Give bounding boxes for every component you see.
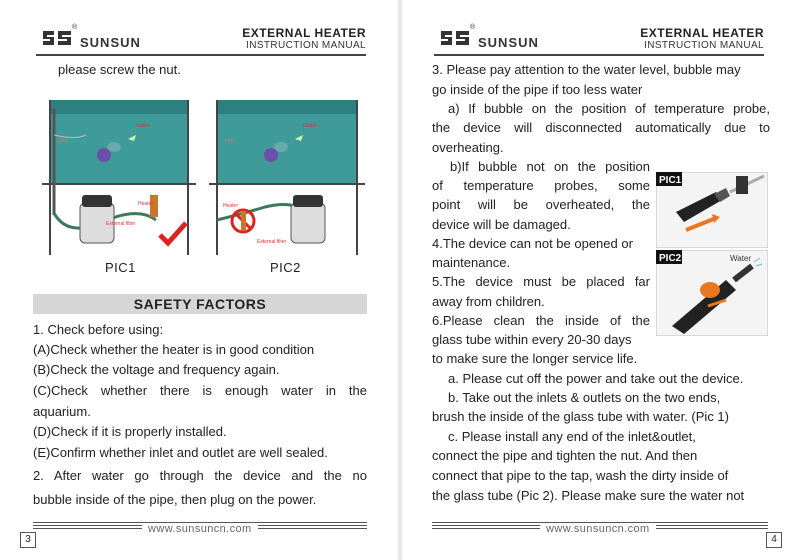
narrow-line-2: of temperature probes, some: [432, 178, 650, 193]
header-subtitle: INSTRUCTION MANUAL: [246, 40, 366, 51]
header-title: EXTERNAL HEATER: [640, 26, 764, 40]
narrow-line-4: device will be damaged.: [432, 217, 571, 232]
safety-line-9: bubble inside of the pipe, then plug on the power.: [33, 492, 317, 507]
narrow-line-6: maintenance.: [432, 255, 511, 270]
note-line-5: overheating.: [432, 140, 504, 155]
footer-url[interactable]: www.sunsuncn.com: [540, 523, 656, 535]
safety-line-8: 2. After water go through the device and the no: [33, 468, 367, 483]
clean-line-2: b. Take out the inlets & outlets on the two ends,: [448, 390, 721, 405]
pic2-heater-label: Heater: [223, 203, 239, 209]
page-header: [36, 22, 366, 56]
photo-pic2-label: PIC2: [659, 253, 682, 264]
safety-line-3: (B)Check the voltage and frequency again.: [33, 362, 280, 377]
header-rule: [434, 54, 764, 56]
note-line-3: a) If bubble on the position of temperature probe,: [448, 101, 770, 116]
pic1-outlet-label: Outlet: [136, 123, 150, 129]
brand-name: SUNSUN: [80, 35, 141, 50]
page-number: 4: [766, 532, 782, 548]
narrow-line-9: 6.Please clean the inside of the: [432, 313, 650, 328]
registered-mark: ®: [72, 24, 78, 31]
brand-name: SUNSUN: [478, 35, 539, 50]
page-header: [434, 22, 764, 56]
right-page: [400, 0, 800, 560]
safety-line-6: (D)Check if it is properly installed.: [33, 424, 227, 439]
photo-pic1-label: PIC1: [659, 175, 682, 186]
clean-line-7: the glass tube (Pic 2). Please make sure the water not: [432, 488, 745, 503]
pic2-caption: PIC2: [270, 260, 301, 275]
registered-mark: ®: [470, 24, 476, 31]
pic2-diagram: [205, 95, 367, 255]
header-rule: [36, 54, 366, 56]
page-number: 3: [20, 532, 36, 548]
note-line-1: 3. Please pay attention to the water level, bubble may: [432, 62, 741, 77]
pic1-diagram: [36, 95, 198, 255]
pic2-filter-label: External filter: [257, 239, 287, 245]
pic2-photo: [656, 250, 768, 336]
narrow-line-10: glass tube within every 20-30 days: [432, 332, 632, 347]
narrow-line-5: 4.The device can not be opened or: [432, 236, 633, 251]
narrow-line-7: 5.The device must be placed far: [432, 274, 650, 289]
clean-line-1: a. Please cut off the power and take out the device.: [448, 371, 744, 386]
pic1-heater-label: Heater: [138, 201, 154, 207]
intro-text: please screw the nut.: [58, 62, 181, 77]
sunsun-logo-icon: [438, 27, 472, 49]
safety-line-1: 1. Check before using:: [33, 322, 164, 337]
pic2-inlet-label: Inlet: [225, 138, 235, 144]
header-subtitle: INSTRUCTION MANUAL: [644, 40, 764, 51]
clean-line-6: connect that pipe to the tap, wash the dirty inside of: [432, 468, 729, 483]
narrow-line-8: away from children.: [432, 294, 545, 309]
narrow-line-11: to make sure the longer service life.: [432, 351, 638, 366]
pic1-inlet-label: Inlet: [58, 138, 68, 144]
pic2-outlet-label: Outlet: [303, 123, 317, 129]
clean-line-5: connect the pipe and tighten the nut. And then: [432, 448, 698, 463]
clean-line-3: brush the inside of the glass tube with water. (Pic 1): [432, 409, 729, 424]
safety-line-4: (C)Check whether there is enough water in the: [33, 383, 367, 398]
pic1-caption: PIC1: [105, 260, 136, 275]
header-title: EXTERNAL HEATER: [242, 26, 366, 40]
narrow-line-3: point will be overheated, the: [432, 197, 650, 212]
sunsun-logo-icon: [40, 27, 74, 49]
section-title-safety: SAFETY FACTORS: [33, 294, 367, 314]
pic1-photo: [656, 172, 768, 248]
clean-line-4: c. Please install any end of the inlet&outlet,: [448, 429, 696, 444]
pic1-filter-label: External filter: [106, 221, 136, 227]
photo-water-label: Water: [730, 254, 752, 263]
narrow-line-1: b)If bubble not on the position: [450, 159, 650, 174]
note-line-4: the device will disconnected automatically due to: [432, 120, 770, 135]
safety-line-5: aquarium.: [33, 404, 91, 419]
checkmark-icon: [160, 223, 186, 243]
safety-line-7: (E)Confirm whether inlet and outlet are well sealed.: [33, 445, 328, 460]
safety-line-2: (A)Check whether the heater is in good condition: [33, 342, 315, 357]
note-line-2: go inside of the pipe if too less water: [432, 82, 643, 97]
footer-url[interactable]: www.sunsuncn.com: [142, 523, 258, 535]
